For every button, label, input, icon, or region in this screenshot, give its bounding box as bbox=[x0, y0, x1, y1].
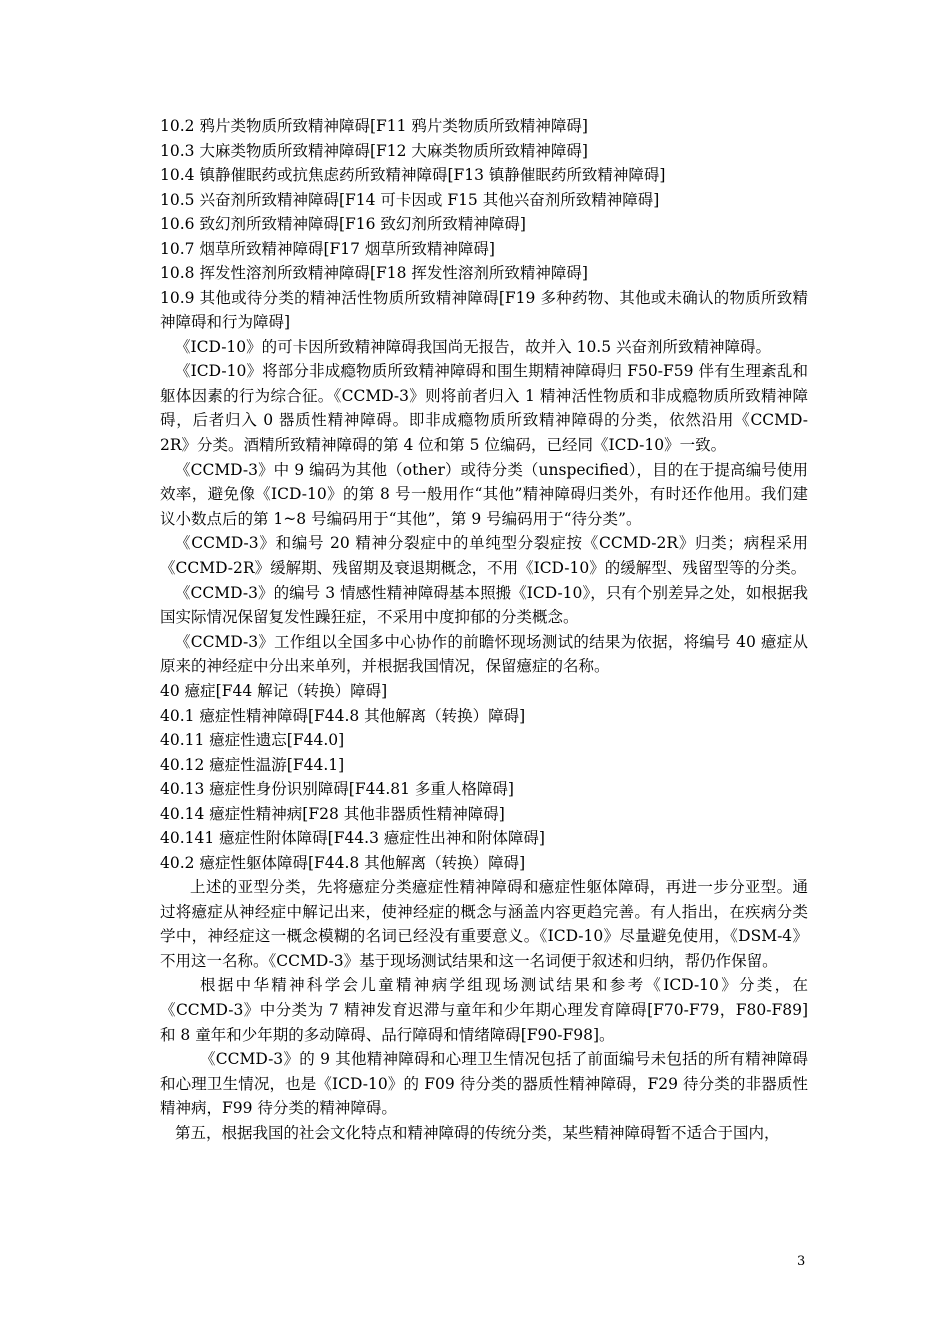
list-item: 40 癔症[F44 解记（转换）障碍] bbox=[160, 682, 388, 700]
list-item: 40.1 癔症性精神障碍[F44.8 其他解离（转换）障碍] bbox=[160, 706, 526, 725]
list-item: 40.13 癔症性身份识别障碍[F44.81 多重人格障碍] bbox=[160, 780, 514, 798]
page-number: 3 bbox=[797, 1254, 806, 1269]
list-item: 10.6 致幻剂所致精神障碍[F16 致幻剂所致精神障碍] bbox=[160, 215, 526, 233]
list-item: 40.2 癔症性躯体障碍[F44.8 其他解离（转换）障碍] bbox=[160, 853, 526, 872]
paragraph: 《ICD-10》将部分非成瘾物质所致精神障碍和围生期精神障碍归 F50-F59 伴有生理紊乱和躯体因素的行为综合征。《CCMD-3》则将前者归入 1 精神活性物质和非成瘾物质所致精神障碍，后者归入 0 器质性精神障碍。即非成瘾物质所致精神障碍的分类，依然沿用《CCMD-2R》分类。酒精所致精神障碍的第 4 位和第 5 位编码，已经同《ICD-10》一致。 bbox=[160, 362, 808, 455]
list-item: 40.14 癔症性精神病[F28 其他非器质性精神障碍] bbox=[160, 804, 505, 823]
paragraph: 《ICD-10》的可卡因所致精神障碍我国尚无报告，故并入 10.5 兴奋剂所致精神障碍。 bbox=[175, 337, 772, 356]
list-item: 40.12 癔症性温游[F44.1] bbox=[160, 755, 345, 774]
paragraph: 第五，根据我国的社会文化特点和精神障碍的传统分类，某些精神障碍暂不适合于国内， bbox=[175, 1123, 780, 1142]
list-item: 10.5 兴奋剂所致精神障碍[F14 可卡因或 F15 其他兴奋剂所致精神障碍] bbox=[160, 190, 660, 209]
paragraph: 《CCMD-3》工作组以全国多中心协作的前瞻怀现场测试的结果为依据，将编号 40 癔症从原来的神经症中分出来单列，并根据我国情况，保留癔症的名称。 bbox=[160, 632, 808, 676]
list-item: 40.11 癔症性遗忘[F44.0] bbox=[160, 731, 345, 749]
list-item: 10.8 挥发性溶剂所致精神障碍[F18 挥发性溶剂所致精神障碍] bbox=[160, 264, 588, 282]
paragraph: 《CCMD-3》和编号 20 精神分裂症中的单纯型分裂症按《CCMD-2R》归类；病程采用《CCMD-2R》缓解期、残留期及衰退期概念，不用《ICD-10》的缓解型、残留型等的分类。 bbox=[160, 534, 808, 578]
list-item: 40.141 癔症性附体障碍[F44.3 癔症性出神和附体障碍] bbox=[160, 829, 545, 847]
list-item: 10.4 镇静催眠药或抗焦虑药所致精神障碍[F13 镇静催眠药所致精神障碍] bbox=[160, 166, 666, 184]
paragraph: 《CCMD-3》中 9 编码为其他（other）或待分类（unspecified），目的在于提高编号使用效率，避免像《ICD-10》的第 8 号一般用作“其他”精神障碍归类外，有时还作他用。我们建议小数点后的第 1~8 号编码用于“其他”，第 9 号编码用于“待分类”。 bbox=[160, 460, 808, 528]
paragraph: 《CCMD-3》的编号 3 情感性精神障碍基本照搬《ICD-10》，只有个别差异之处，如根据我国实际情况保留复发性躁狂症，不采用中度抑郁的分类概念。 bbox=[160, 583, 808, 627]
list-item: 10.2 鸦片类物质所致精神障碍[F11 鸦片类物质所致精神障碍] bbox=[160, 117, 588, 135]
paragraph: 上述的亚型分类，先将癔症分类癔症性精神障碍和癔症性躯体障碍，再进一步分亚型。通过将癔症从神经症中解记出来，使神经症的概念与涵盖内容更趋完善。有人指出，在疾病分类学中，神经症这一概念模糊的名词已经没有重要意义。《ICD-10》尽量避免使用，《DSM-4》不用这一名称。《CCMD-3》基于现场测试结果和这一名词便于叙述和归纳，帮仍作保留。 bbox=[160, 878, 808, 970]
paragraph: 《CCMD-3》的 9 其他精神障碍和心理卫生情况包括了前面编号未包括的所有精神障碍和心理卫生情况，也是《ICD-10》的 F09 待分类的器质性精神障碍，F29 待分类的非器质性精神病，F99 待分类的精神障碍。 bbox=[160, 1050, 808, 1118]
paragraph: 根据中华精神科学会儿童精神病学组现场测试结果和参考《ICD-10》分类，在《CCMD-3》中分类为 7 精神发育迟滞与童年和少年期心理发育障碍[F70-F79，F80-F89]和 8 童年和少年期的多动障碍、品行障碍和情绪障碍[F90-F98]。 bbox=[160, 976, 808, 1044]
list-item: 10.9 其他或待分类的精神活性物质所致精神障碍[F19 多种药物、其他或未确认的物质所致精神障碍和行为障碍] bbox=[160, 288, 808, 332]
list-item: 10.7 烟草所致精神障碍[F17 烟草所致精神障碍] bbox=[160, 239, 495, 258]
document-body bbox=[160, 114, 808, 1146]
list-item: 10.3 大麻类物质所致精神障碍[F12 大麻类物质所致精神障碍] bbox=[160, 141, 588, 160]
